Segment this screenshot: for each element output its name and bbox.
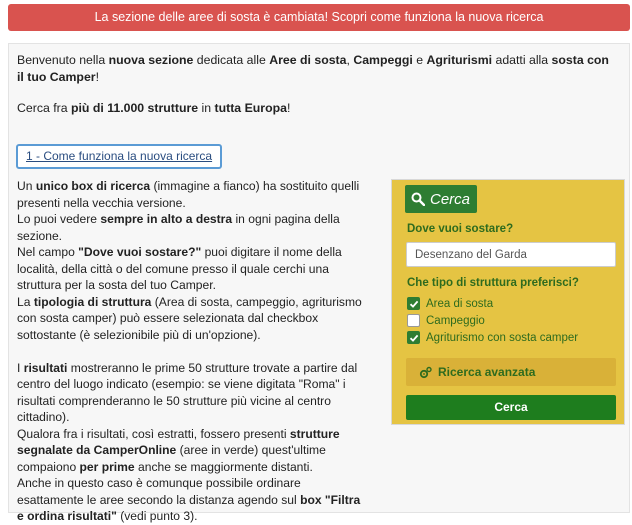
- option-label: Campeggio: [426, 314, 485, 327]
- option-agriturismo[interactable]: [407, 330, 578, 345]
- text: Lo puoi vedere: [17, 212, 101, 226]
- text: !: [95, 70, 99, 84]
- text: !: [286, 101, 291, 115]
- text: Cerca fra: [17, 101, 71, 115]
- intro-paragraph-1: [17, 52, 617, 86]
- search-box-header: [405, 185, 477, 213]
- bold-text: "Dove vuoi sostare?": [78, 245, 202, 259]
- text: anche se maggiormente distanti.: [134, 459, 313, 474]
- bold-text: tipologia di struttura: [33, 294, 152, 309]
- option-label: Agriturismo con sosta camper: [426, 331, 579, 344]
- bold-text: sosta con il tuo Camper: [17, 53, 609, 84]
- check-icon: [409, 299, 419, 309]
- bold-text: Agriturismi: [426, 53, 493, 67]
- text: puoi digitare il nome della località, della città o del comune presso il quale cerchi una struttura per la sosta del tuo Camper.: [17, 245, 342, 292]
- text: Anche in questo caso è comunque possibile ordinare esattamente le aree secondo la distanza agendo sul: [17, 476, 301, 507]
- where-input[interactable]: [406, 242, 616, 267]
- bold-text: box "Filtra e ordina risultati": [17, 492, 361, 523]
- main-panel: [8, 43, 630, 523]
- text: (vedi punto 3).: [116, 509, 198, 523]
- advanced-search-label: Ricerca avanzata: [438, 365, 536, 379]
- bold-text: nuova sezione: [108, 53, 194, 67]
- text: e: [412, 53, 427, 67]
- bold-text: più di 11.000 strutture: [71, 101, 199, 115]
- text: Qualora fra i risultati, così estratti, fossero presenti: [17, 426, 290, 441]
- intro-paragraph-2: [17, 100, 617, 117]
- text: ,: [346, 53, 354, 67]
- tab-how-it-works[interactable]: [16, 144, 222, 169]
- text: La: [17, 294, 34, 309]
- bold-text: strutture segnalate da CamperOnline: [17, 426, 340, 457]
- gears-icon: [419, 366, 432, 379]
- where-label: Dove vuoi sostare?: [407, 223, 514, 235]
- text: (immagine a fianco) ha sostituito quelli presenti nella vecchia versione.: [17, 179, 360, 210]
- explanation-text: [17, 178, 369, 525]
- bold-text: Campeggi: [353, 53, 413, 67]
- text: adatti alla: [492, 53, 552, 67]
- checkbox[interactable]: [407, 297, 420, 310]
- tab-how-it-works-label: 1 - Come funziona la nuova ricerca: [26, 149, 213, 163]
- intro: [17, 52, 617, 117]
- notice-banner[interactable]: [8, 4, 630, 31]
- text: I: [17, 360, 24, 375]
- text: Nel campo: [17, 245, 79, 259]
- text: Un: [17, 179, 36, 193]
- checkbox[interactable]: [407, 314, 420, 327]
- option-area-di-sosta[interactable]: [407, 296, 493, 311]
- text: Benvenuto nella: [17, 53, 109, 67]
- checkbox[interactable]: [407, 331, 420, 344]
- structure-type-label: Che tipo di struttura preferisci?: [407, 277, 579, 289]
- explanation-paragraph-1: [17, 178, 369, 343]
- bold-text: sempre in alto a destra: [100, 212, 233, 226]
- option-label: Area di sosta: [426, 297, 494, 310]
- search-box-title: Cerca: [430, 190, 471, 208]
- bold-text: unico box di ricerca: [35, 179, 151, 193]
- option-campeggio[interactable]: [407, 313, 485, 328]
- check-icon: [409, 333, 419, 343]
- bold-text: Aree di sosta: [269, 53, 347, 67]
- bold-text: risultati: [23, 360, 68, 375]
- text: dedicata alle: [193, 53, 270, 67]
- advanced-search-button[interactable]: [406, 358, 616, 386]
- search-submit-button[interactable]: [406, 395, 616, 420]
- text: (Area di sosta, campeggio, agriturismo con sosta camper) può essere selezionata dal checkbox sottostante (è selezionibile più di un'opzione).: [17, 294, 362, 342]
- search-box: [391, 179, 625, 425]
- text: mostreranno le prime 50 strutture trovate a partire dal centro del luogo indicato (esempio: se viene digitata "Roma" i risultati comprenderanno le 50 strutture più vicine al centro cittadino).: [17, 360, 358, 424]
- notice-banner-text: La sezione delle aree di sosta è cambiata! Scopri come funziona la nuova ricerca: [94, 10, 544, 24]
- bold-text: tutta Europa: [214, 101, 287, 115]
- bold-text: per prime: [79, 459, 135, 474]
- search-submit-label: Cerca: [494, 400, 528, 414]
- text: in ogni pagina della sezione.: [17, 212, 340, 243]
- text: (aree in verde) quest'ultime compaiono: [17, 443, 326, 474]
- search-icon: [411, 192, 425, 206]
- text: in: [198, 101, 215, 115]
